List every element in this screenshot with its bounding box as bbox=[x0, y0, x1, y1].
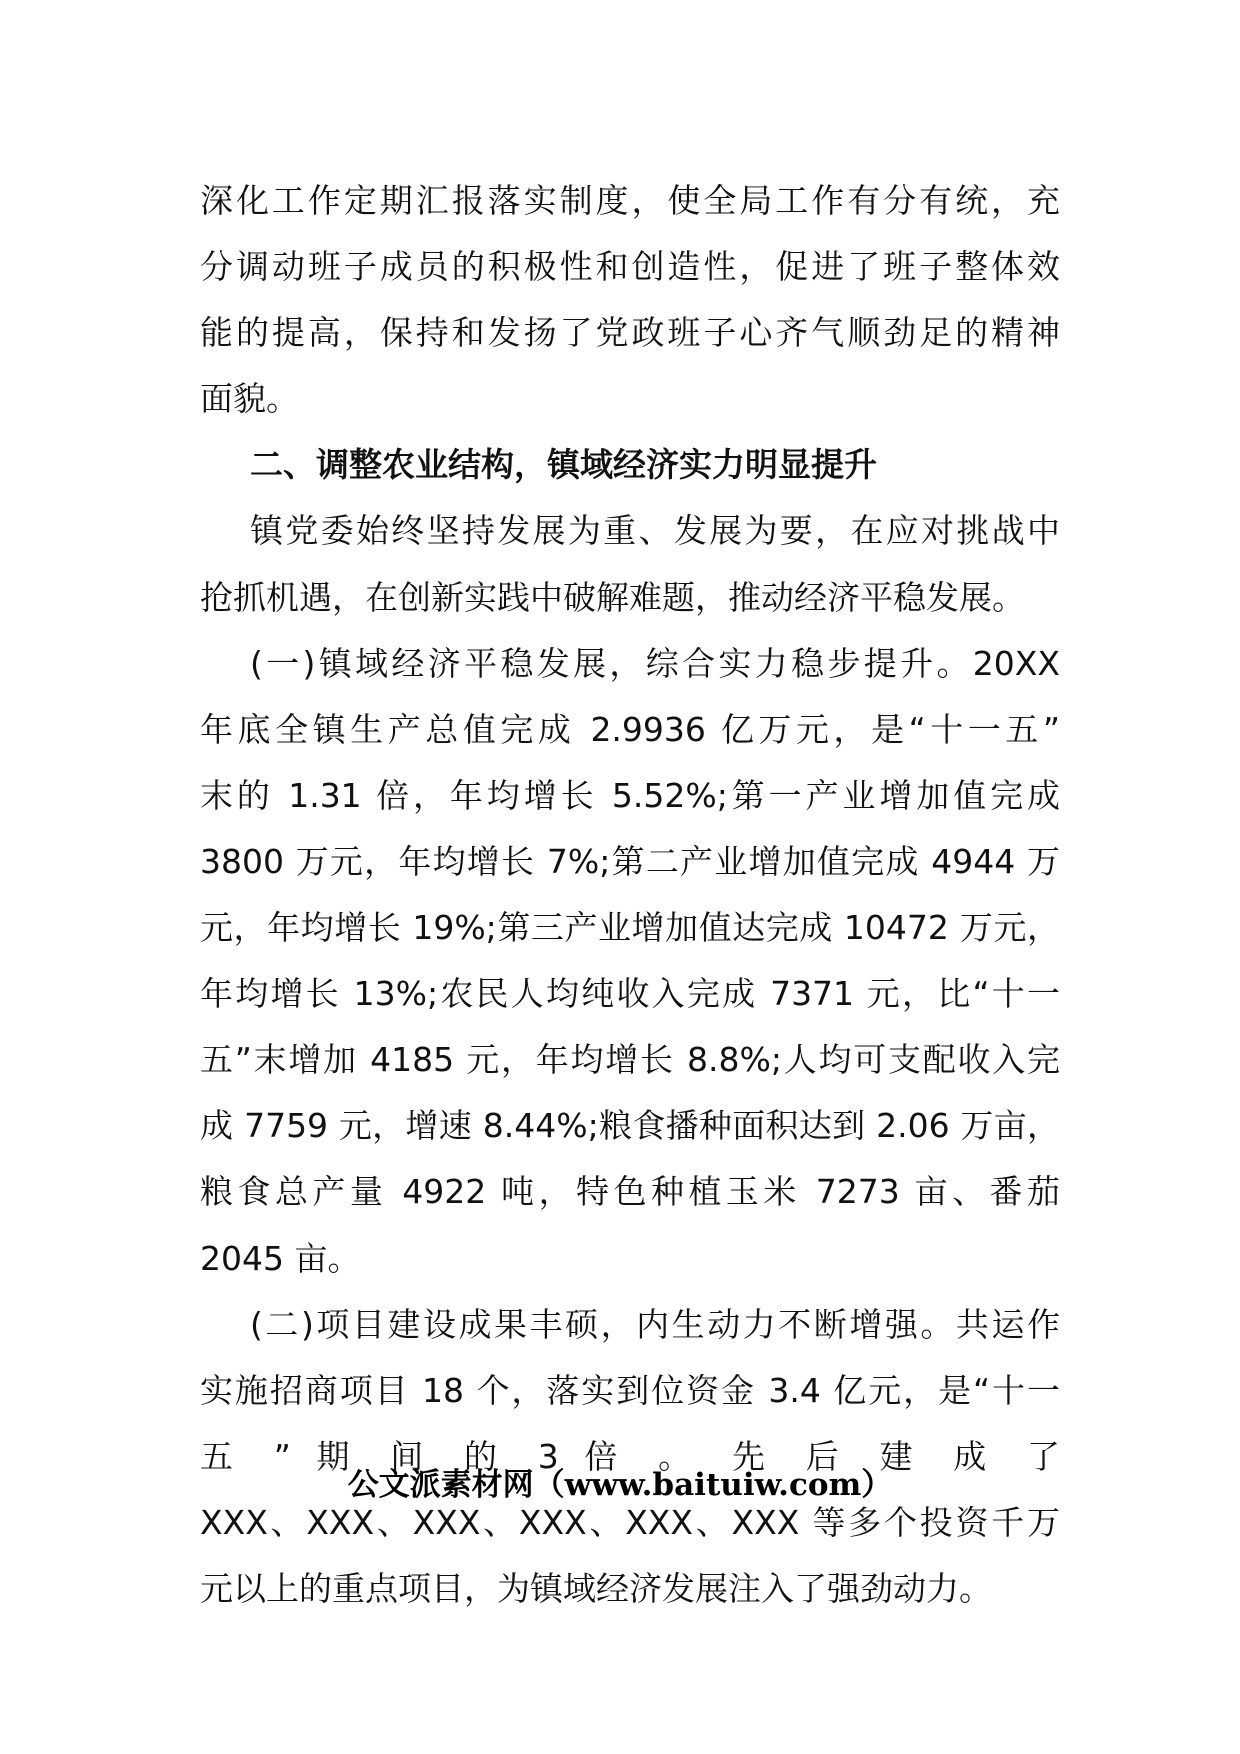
text-line: XXX、XXX、XXX、XXX、XXX、XXX 等多个投资千万 bbox=[200, 1502, 1060, 1542]
text-line: 年均增长 13%;农民人均纯收入完成 7371 元，比“十一 bbox=[200, 974, 1060, 1014]
text-line: 能的提高，保持和发扬了党政班子心齐气顺劲足的精神 bbox=[200, 313, 1060, 353]
footer-watermark: 公文派素材网（www.baituiw.com） bbox=[347, 1467, 893, 1503]
text-line: 2045 亩。 bbox=[200, 1238, 361, 1278]
text-line: 面貌。 bbox=[200, 379, 299, 419]
text-line: 五 ” 期 间 的 3 倍 。 先 后 建 成 了 bbox=[200, 1436, 1060, 1476]
text-line: 粮食总产量 4922 吨，特色种植玉米 7273 亩、番茄 bbox=[200, 1172, 1060, 1212]
text-line: 元，年均增长 19%;第三产业增加值达完成 10472 万元， bbox=[200, 908, 1060, 948]
text-line: (一)镇域经济平稳发展，综合实力稳步提升。20XX bbox=[250, 643, 1060, 683]
text-line: 元以上的重点项目，为镇域经济发展注入了强劲动力。 bbox=[200, 1568, 992, 1608]
text-line: 镇党委始终坚持发展为重、发展为要，在应对挑战中 bbox=[250, 511, 1060, 551]
section-heading: 二、调整农业结构，镇域经济实力明显提升 bbox=[250, 445, 877, 485]
body-text bbox=[200, 168, 1060, 1622]
text-line: (二)项目建设成果丰硕，内生动力不断增强。共运作 bbox=[250, 1304, 1060, 1344]
text-line: 年底全镇生产总值完成 2.9936 亿万元，是“十一五” bbox=[200, 709, 1060, 749]
text-line: 末的 1.31 倍，年均增长 5.52%;第一产业增加值完成 bbox=[200, 775, 1060, 815]
text-line: 成 7759 元，增速 8.44%;粮食播种面积达到 2.06 万亩， bbox=[200, 1106, 1060, 1146]
text-line: 抢抓机遇，在创新实践中破解难题，推动经济平稳发展。 bbox=[200, 577, 1025, 617]
text-line: 深化工作定期汇报落实制度，使全局工作有分有统，充 bbox=[200, 181, 1060, 220]
text-line: 五”末增加 4185 元，年均增长 8.8%;人均可支配收入完 bbox=[200, 1040, 1060, 1080]
text-line: 3800 万元，年均增长 7%;第二产业增加值完成 4944 万 bbox=[200, 841, 1060, 881]
text-line: 实施招商项目 18 个，落实到位资金 3.4 亿元，是“十一 bbox=[200, 1370, 1060, 1410]
text-line: 分调动班子成员的积极性和创造性，促进了班子整体效 bbox=[200, 247, 1060, 287]
